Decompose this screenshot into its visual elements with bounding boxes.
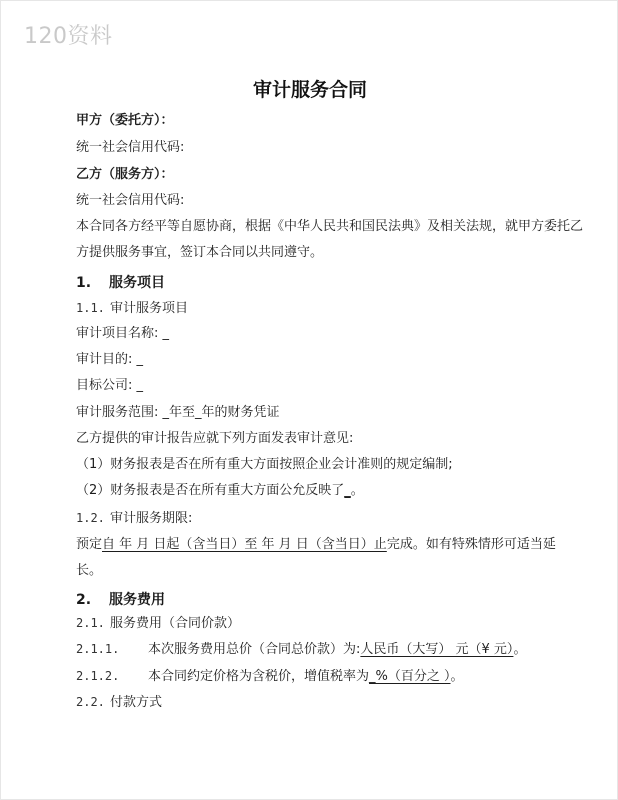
party-a-credit-code: 统一社会信用代码: bbox=[76, 140, 185, 155]
section-2-1-heading bbox=[76, 615, 240, 632]
term-line-1 bbox=[76, 537, 556, 553]
party-a-label: 甲方（委托方）： bbox=[76, 113, 174, 128]
section-1-title: 服务项目 bbox=[109, 275, 165, 291]
audit-scope-field: 审计服务范围: _年至_年的财务凭证 bbox=[76, 405, 280, 420]
section-2-1-1-number: 2.1.1. bbox=[76, 642, 120, 656]
section-2-heading bbox=[76, 589, 165, 609]
section-2-1-2 bbox=[76, 668, 464, 685]
total-price-prefix: 本次服务费用总价（合同总价款）为: bbox=[148, 642, 361, 657]
total-price-suffix: 。 bbox=[513, 642, 527, 657]
tax-rate-value: _%（百分之 ） bbox=[369, 669, 451, 684]
section-2-title: 服务费用 bbox=[109, 592, 165, 608]
opinion-2-blank: _ bbox=[344, 483, 351, 498]
audit-opinion-item-2 bbox=[76, 483, 364, 499]
audit-purpose-field: 审计目的: _ bbox=[76, 352, 144, 367]
opinion-2-prefix: （2）财务报表是否在所有重大方面公允反映了 bbox=[76, 483, 345, 498]
section-2-2-number: 2.2. bbox=[76, 695, 105, 709]
term-period: 自 年 月 日起（含当日）至 年 月 日（含当日）止 bbox=[102, 537, 387, 552]
section-1-1-heading bbox=[76, 300, 188, 317]
intro-paragraph-line-2: 方提供服务事宜，签订本合同以共同遵守。 bbox=[76, 245, 324, 260]
section-2-1-number: 2.1. bbox=[76, 616, 105, 630]
section-1-number: 1. bbox=[76, 275, 92, 291]
watermark: 120资料 bbox=[24, 24, 113, 49]
project-name-field: 审计项目名称: _ bbox=[76, 326, 170, 341]
section-2-1-1 bbox=[76, 641, 526, 658]
intro-paragraph-line-1: 本合同各方经平等自愿协商，根据《中华人民共和国民法典》及相关法规，就甲方委托乙 bbox=[76, 219, 584, 234]
party-b-credit-code: 统一社会信用代码: bbox=[76, 193, 185, 208]
audit-opinion-intro: 乙方提供的审计报告应就下列方面发表审计意见: bbox=[76, 431, 354, 446]
section-1-heading bbox=[76, 272, 165, 292]
total-price-amount: 人民币（大写） 元（¥ 元） bbox=[360, 642, 514, 657]
section-2-2-title: 付款方式 bbox=[110, 695, 163, 710]
term-prefix: 预定 bbox=[76, 537, 103, 552]
term-line-2: 长。 bbox=[76, 563, 103, 578]
section-2-1-title: 服务费用（合同价款） bbox=[110, 616, 241, 631]
tax-rate-suffix: 。 bbox=[450, 669, 464, 684]
section-1-2-heading bbox=[76, 510, 192, 527]
section-1-1-number: 1.1. bbox=[76, 301, 105, 315]
target-company-field: 目标公司: _ bbox=[76, 378, 144, 393]
section-2-number: 2. bbox=[76, 592, 92, 608]
document-title: 审计服务合同 bbox=[252, 79, 367, 101]
term-suffix: 完成。如有特殊情形可适当延 bbox=[386, 537, 556, 552]
party-b-label: 乙方（服务方）： bbox=[76, 167, 174, 182]
section-1-1-title: 审计服务项目 bbox=[110, 301, 189, 316]
section-1-2-number: 1.2. bbox=[76, 511, 105, 525]
section-2-2-heading bbox=[76, 694, 162, 711]
tax-rate-prefix: 本合同约定价格为含税价，增值税率为 bbox=[148, 669, 370, 684]
section-2-1-2-number: 2.1.2. bbox=[76, 669, 120, 683]
section-1-2-title: 审计服务期限: bbox=[110, 511, 193, 526]
opinion-2-suffix: 。 bbox=[350, 483, 364, 498]
audit-opinion-item-1: （1）财务报表是否在所有重大方面按照企业会计准则的规定编制; bbox=[76, 457, 453, 472]
